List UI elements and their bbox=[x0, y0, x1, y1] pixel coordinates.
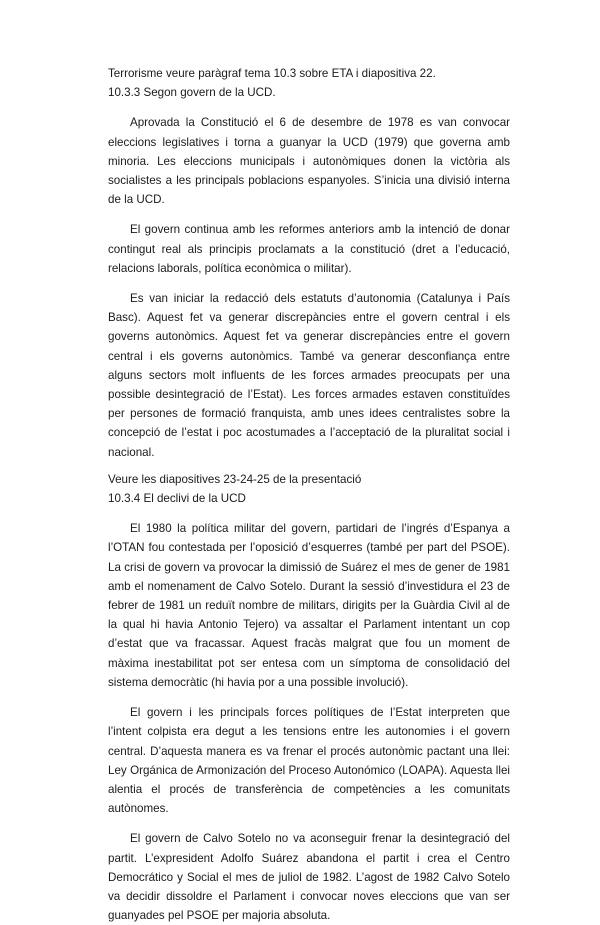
slides-note: Veure les diapositives 23-24-25 de la presentació bbox=[108, 472, 362, 486]
section-heading-10-3-3: 10.3.3 Segon govern de la UCD. bbox=[108, 86, 276, 100]
intro-note: Terrorisme veure paràgraf tema 10.3 sobre ETA i diapositiva 22. bbox=[108, 67, 436, 80]
paragraph-1034-1: El 1980 la política militar del govern, partidari de l’ingrés d’Espanya a l’OTAN fou contestada per l’oposició d’esquerres (també per part del PSOE). La crisi de govern va provocar la dimissió de Suárez el mes de gener de 1981 amb el nomenament de Calvo Sotelo. Durant la sessió d’investidura el 23 de febrer de 1981 un reduït nombre de militars, dirigits per la Guàrdia Civil al de la qual hi havia Antonio Tejero) va assaltar el Parlament intentant un cop d’estat que va fracassar. Aquest fracàs malgrat que fou un moment de màxima inestabilitat pot ser entesa com un símptoma de consolidació del sistema democràtic (hi havia por a una possible involució). bbox=[108, 522, 510, 689]
paragraph-1033-2: El govern continua amb les reformes anteriors amb la intenció de donar contingut real als principis proclamats a la constitució (dret a l’educació, relacions laborals, política econòmica o militar). bbox=[108, 223, 510, 275]
section-heading-10-3-4: 10.3.4 El declivi de la UCD bbox=[108, 492, 246, 506]
paragraph-1034-3: El govern de Calvo Sotelo no va aconseguir frenar la desintegració del partit. L’expresident Adolfo Suárez abandona el partit i crea el Centro Democrático y Social el mes de juliol de 1982. L’agost de 1982 Calvo Sotelo va decidir dissoldre el Parlament i convocar noves eleccions que van ser guanyades pel PSOE per majoria absoluta. bbox=[108, 832, 510, 923]
paragraph-1033-1: Aprovada la Constitució el 6 de desembre de 1978 es van convocar eleccions legislatives i torna a guanyar la UCD (1979) que governa amb minoria. Les eleccions municipals i autonòmiques donen la victòria als socialistes a les principals poblacions espanyoles. S’inicia una divisió interna de la UCD. bbox=[108, 116, 510, 207]
paragraph-1033-3: Es van iniciar la redacció dels estatuts d’autonomia (Catalunya i País Basc). Aquest fet va generar discrepàncies entre el govern central i els governs autonòmics. Aquest fet va generar discrepàncies entre el govern central i els governs autonòmics. També va generar desconfiança entre alguns sectors molt influents de les forces armades preocupats per una possible desintegració de l’Estat). Les forces armades estaven constituïdes per persones de formació franquista, amb unes idees centralistes sobre la concepció de l’estat i poc acostumades a l’acceptació de la pluralitat social i nacional. bbox=[108, 292, 510, 459]
paragraph-1034-2: El govern i les principals forces polítiques de l’Estat interpreten que l’intent colpista era degut a les tensions entre les autonomies i el govern central. D’aquesta manera es va frenar el procés autonòmic pactant una llei: Ley Orgánica de Armonización del Proceso Autonómico (LOAPA). Aquesta llei alentia el procés de transferència de competències a les comunitats autònomes. bbox=[108, 706, 510, 816]
